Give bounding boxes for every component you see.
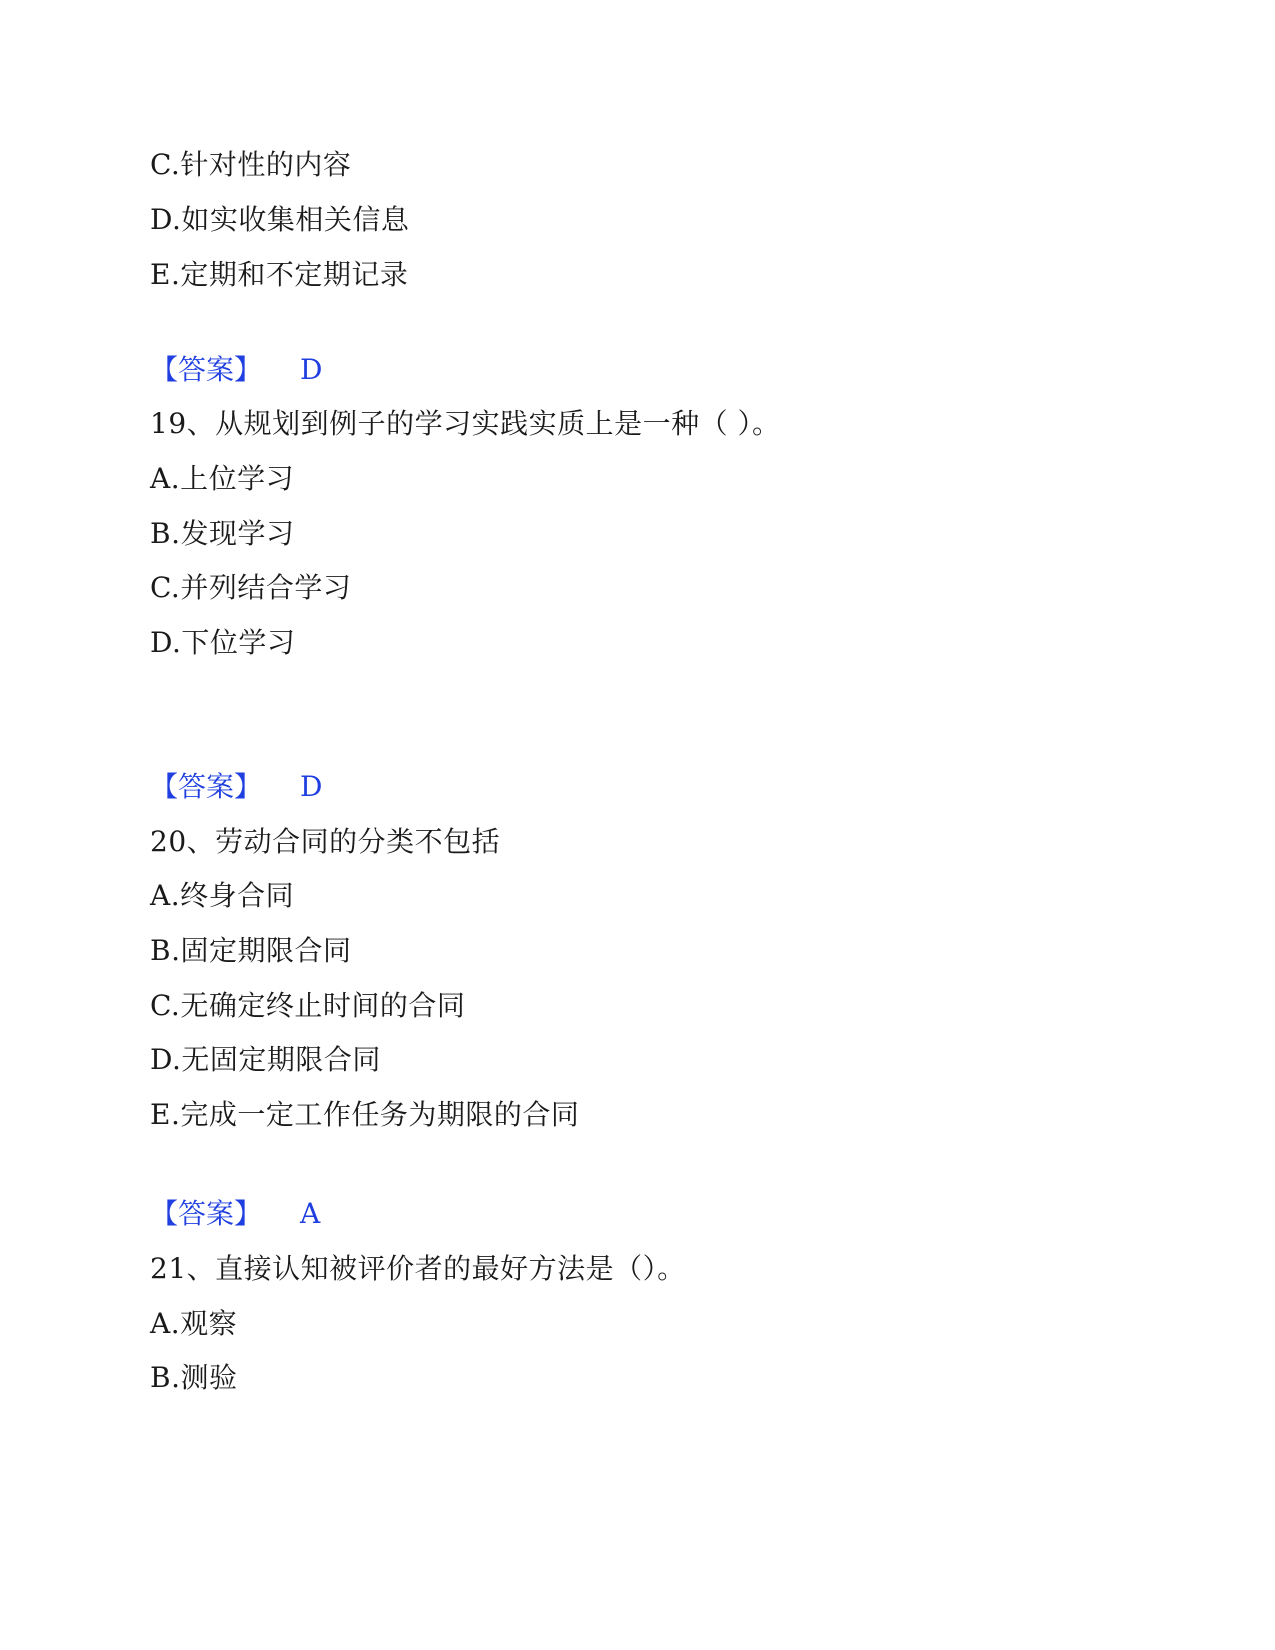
option-text: D.无固定期限合同 xyxy=(150,1043,381,1076)
option-text: A.终身合同 xyxy=(150,879,295,912)
option-text: D.如实收集相关信息 xyxy=(150,203,410,236)
option-text: B.测验 xyxy=(150,1361,238,1394)
answer-label: 【答案】 xyxy=(150,770,263,803)
answer-label: 【答案】 xyxy=(150,353,263,386)
option-text: C.并列结合学习 xyxy=(150,571,352,604)
option-text: C.无确定终止时间的合同 xyxy=(150,989,466,1022)
question-stem: 19、从规划到例子的学习实践实质上是一种（ ）。 xyxy=(150,407,781,440)
answer-label: 【答案】 xyxy=(150,1197,263,1230)
option-text: B.固定期限合同 xyxy=(150,934,352,967)
option-text: B.发现学习 xyxy=(150,517,295,550)
answer-value: D xyxy=(300,353,323,386)
answer-line xyxy=(150,1194,320,1234)
option-text: A.上位学习 xyxy=(150,462,295,495)
answer-value: A xyxy=(300,1197,321,1230)
option-text: D.下位学习 xyxy=(150,626,296,659)
answer-line xyxy=(150,350,322,390)
question-stem: 21、直接认知被评价者的最好方法是（）。 xyxy=(150,1252,686,1285)
answer-value: D xyxy=(300,770,323,803)
option-text: E.完成一定工作任务为期限的合同 xyxy=(150,1098,580,1131)
question-stem: 20、劳动合同的分类不包括 xyxy=(150,825,501,858)
option-text: A.观察 xyxy=(150,1307,238,1340)
option-text: E.定期和不定期记录 xyxy=(150,258,409,291)
answer-line xyxy=(150,767,322,807)
option-text: C.针对性的内容 xyxy=(150,148,352,181)
